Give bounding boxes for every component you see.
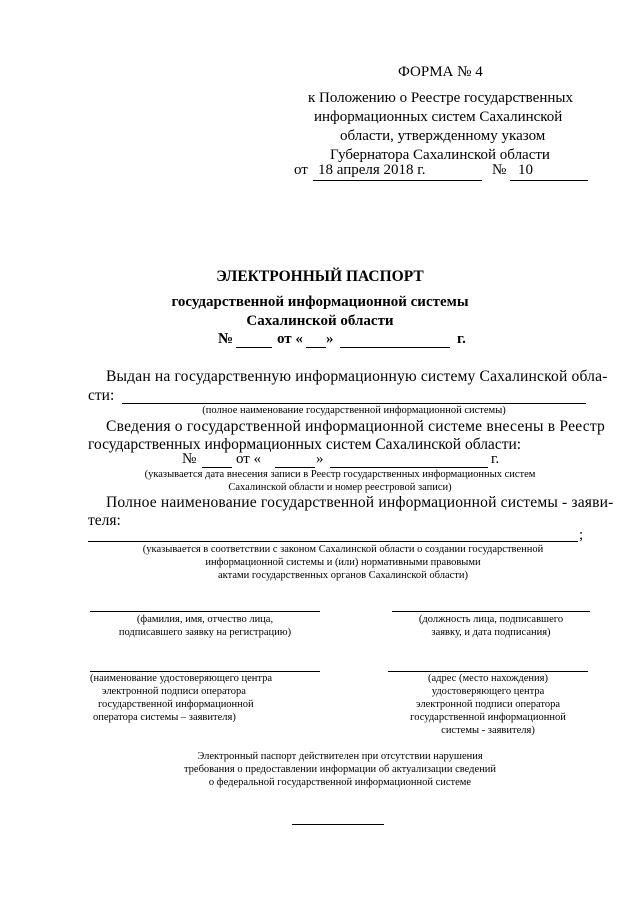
- sign-right-1-a: (должность лица, подписавшего: [418, 614, 564, 625]
- registry-line-2: государственных информационных систем Сахалинской области:: [88, 436, 522, 453]
- header-date-underline: [313, 180, 482, 181]
- applicant-line-2: теля:: [88, 512, 121, 529]
- issued-line-1: Выдан на государственную информационную систему Сахалинской обла-: [106, 368, 608, 385]
- doc-subtitle-2: Сахалинской области: [246, 313, 394, 329]
- sign-left-2-a: (наименование удостоверяющего центра: [90, 673, 273, 684]
- title-from: от «: [277, 331, 303, 347]
- footer-line-2: требования о предоставлении информации об актуализации сведений: [183, 764, 497, 775]
- sign-right-1-line: [392, 611, 590, 612]
- registry-note-2: Сахалинской области и номер реестровой записи): [228, 482, 452, 493]
- header-line-4: Губернатора Сахалинской области: [330, 147, 550, 163]
- registry-close-quote: »: [316, 451, 324, 467]
- applicant-semicolon: ;: [579, 527, 584, 543]
- sign-right-2-line: [388, 671, 588, 672]
- title-month-blank: [340, 347, 450, 348]
- title-day-blank: [306, 347, 326, 348]
- title-close-quote: »: [326, 331, 334, 347]
- header-date-value: 18 апреля 2018 г.: [318, 162, 426, 178]
- issued-line-2: сти:: [88, 387, 115, 404]
- applicant-blank: [88, 541, 578, 542]
- footer-line-1: Электронный паспорт действителен при отсутствии нарушения: [197, 751, 483, 762]
- sign-left-1-a: (фамилия, имя, отчество лица,: [136, 614, 274, 625]
- sign-left-1-line: [90, 611, 320, 612]
- header-line-3: области, утвержденному указом: [340, 128, 546, 144]
- form-label: ФОРМА № 4: [398, 64, 483, 80]
- title-year-suffix: г.: [457, 331, 466, 347]
- registry-year-suffix: г.: [491, 451, 500, 467]
- applicant-note-3: актами государственных органов Сахалинской области): [217, 570, 469, 581]
- applicant-note-2: информационной системы и (или) нормативными правовыми: [205, 557, 481, 568]
- sign-right-2-c: электронной подписи оператора: [416, 699, 560, 710]
- sign-right-2-d: государственной информационной: [410, 712, 566, 723]
- header-line-1: к Положению о Реестре государственных: [308, 90, 573, 106]
- sign-left-2-d: оператора системы – заявителя): [93, 712, 236, 723]
- registry-month-blank: [330, 467, 488, 468]
- issued-note: (полное наименование государственной информационной системы): [202, 405, 506, 416]
- issued-blank: [122, 403, 586, 404]
- header-number-value: 10: [518, 162, 533, 178]
- doc-subtitle-1: государственной информационной системы: [171, 294, 469, 310]
- sign-left-1-b: подписавшего заявку на регистрацию): [118, 627, 292, 638]
- header-number-prefix: №: [492, 162, 507, 178]
- doc-title: ЭЛЕКТРОННЫЙ ПАСПОРТ: [216, 268, 424, 285]
- footer-divider: [292, 824, 384, 825]
- title-num-blank: [236, 347, 272, 348]
- registry-num-blank: [202, 467, 232, 468]
- sign-right-1-b: заявку, и дата подписания): [431, 627, 551, 638]
- sign-left-2-line: [90, 671, 320, 672]
- sign-left-2-b: электронной подписи оператора: [102, 686, 246, 697]
- footer-line-3: о федеральной государственной информационной системе: [208, 777, 472, 788]
- applicant-note-1: (указывается в соответствии с законом Сахалинской области о создании государственной: [142, 544, 544, 555]
- registry-line-1: Сведения о государственной информационной системе внесены в Реестр: [106, 418, 606, 435]
- registry-day-blank: [275, 467, 315, 468]
- sign-right-2-e: системы - заявителя): [441, 725, 535, 736]
- header-line-2: информационных систем Сахалинской: [314, 109, 563, 125]
- header-number-underline: [510, 180, 588, 181]
- sign-right-2-a: (адрес (место нахождения): [428, 673, 548, 684]
- registry-num-sign: №: [182, 451, 197, 467]
- header-date-prefix: от: [294, 162, 308, 178]
- sign-left-2-c: государственной информационной: [98, 699, 254, 710]
- registry-note-1: (указывается дата внесения записи в Реестр государственных информационных систем: [144, 469, 536, 480]
- title-num-sign: №: [218, 331, 234, 347]
- applicant-line-1: Полное наименование государственной информационной системы - заяви-: [106, 494, 614, 511]
- registry-from: от «: [236, 451, 262, 467]
- sign-right-2-b: удостоверяющего центра: [431, 686, 545, 697]
